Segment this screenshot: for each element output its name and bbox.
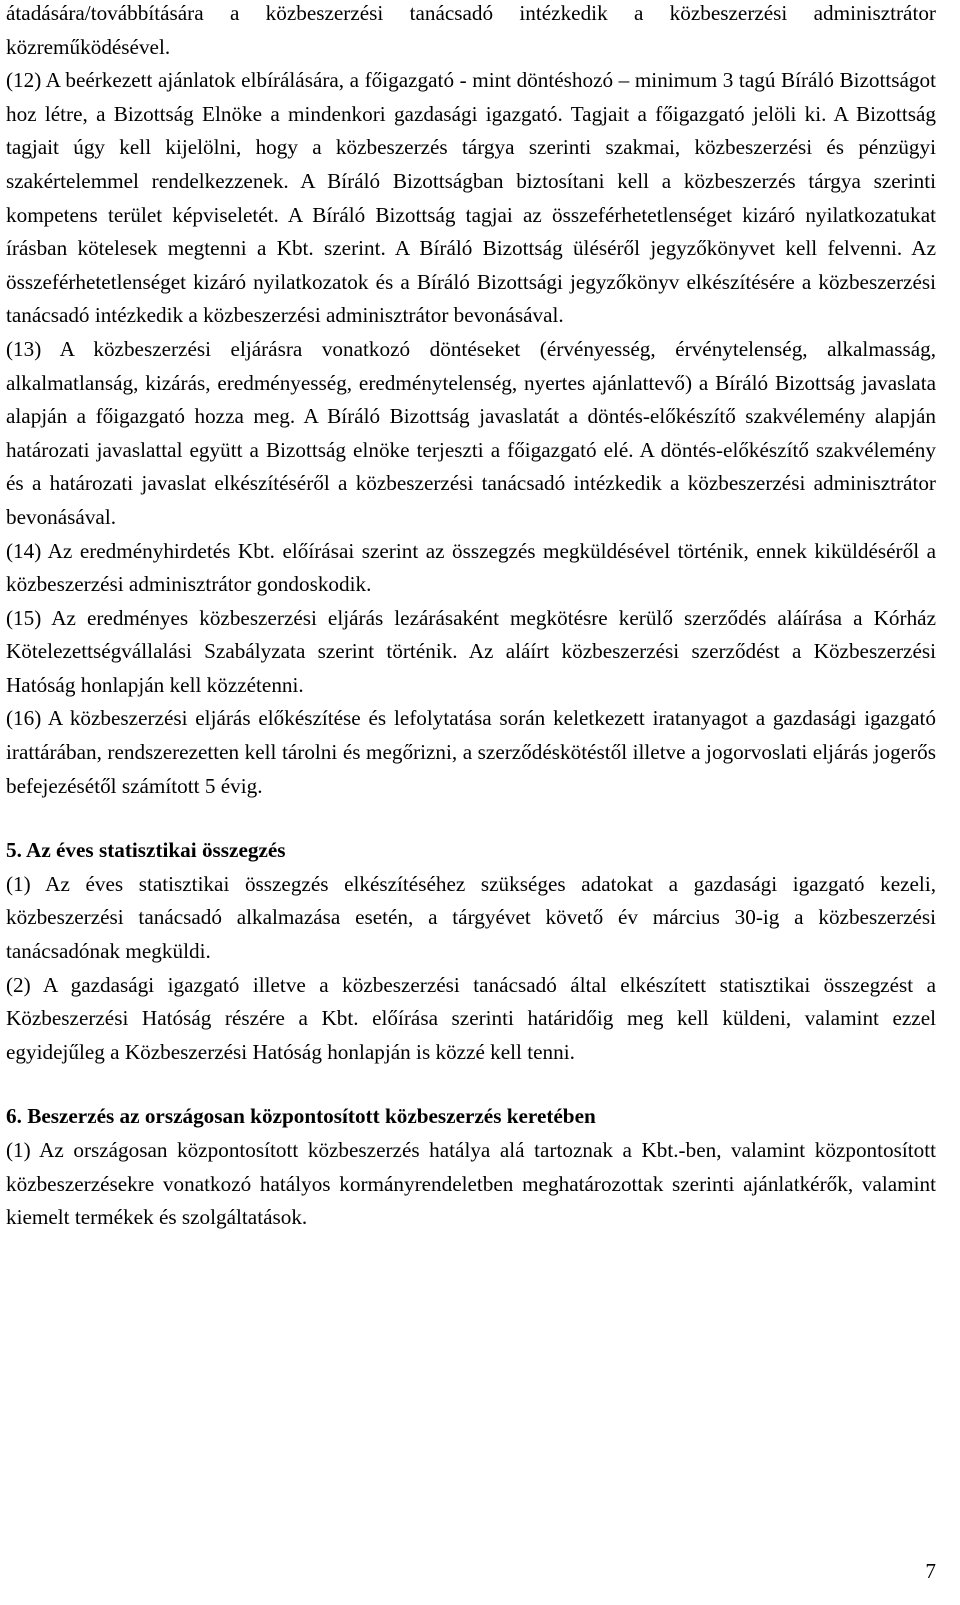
paragraph-14: (14) Az eredményhirdetés Kbt. előírásai szerint az összegzés megküldésével történik, ennek kiküldéséről a közbeszerzési adminisztrátor gondoskodik.	[6, 538, 936, 597]
section-spacer	[6, 1069, 936, 1100]
paragraph-11-continuation: átadására/továbbítására a közbeszerzési tanácsadó intézkedik a közbeszerzési adminisztrátor közreműködésével.	[6, 1, 936, 59]
page-number: 7	[925, 1559, 936, 1583]
section-5-heading: 5. Az éves statisztikai összegzés	[6, 838, 286, 863]
paragraph-16: (16) A közbeszerzési eljárás előkészítése és lefolytatása során keletkezett iratanyagot a gazdasági igazgató irattárában, rendszerezetten kell tárolni és megőrizni, a szerződéskötéstől illetve a jogorvoslati eljárás jogerős befejezésétől számított 5 évig.	[6, 706, 936, 798]
section-spacer	[6, 803, 936, 834]
document-page	[6, 0, 936, 1235]
paragraph-12: (12) A beérkezett ajánlatok elbírálására, a főigazgató - mint döntéshozó – minimum 3 tagú Bíráló Bizottságot hoz létre, a Bizottság Elnöke a mindenkori gazdasági igazgató. Tagjait a főigazgató jelöli ki. A Bizottság tagjait úgy kell kijelölni, hogy a közbeszerzés tárgya szerinti szakmai, közbeszerzési és pénzügyi szakértelemmel rendelkezzenek. A Bíráló Bizottságban biztosítani kell a közbeszerzés tárgya szerinti kompetens terület képviseletét. A Bíráló Bizottság tagjai az összeférhetetlenséget kizáró nyilatkozatukat írásban kötelesek megtenni a Kbt. szerint. A Bíráló Bizottság üléséről jegyzőkönyvet kell felvenni. Az összeférhetetlenséget kizáró nyilatkozatok és a Bíráló Bizottsági jegyzőkönyv elkészítésére a közbeszerzési tanácsadó intézkedik a közbeszerzési adminisztrátor bevonásával.	[6, 68, 936, 328]
paragraph-15: (15) Az eredményes közbeszerzési eljárás lezárásaként megkötésre kerülő szerződés aláírása a Kórház Kötelezettségvállalási Szabályzata szerint történik. Az aláírt közbeszerzési szerződést a Közbeszerzési Hatóság honlapján kell közzétenni.	[6, 605, 936, 697]
section-6-heading: 6. Beszerzés az országosan központosított közbeszerzés keretében	[6, 1104, 596, 1129]
section-5-paragraph-1: (1) Az éves statisztikai összegzés elkészítéséhez szükséges adatokat a gazdasági igazgató kezeli, közbeszerzési tanácsadó alkalmazása esetén, a tárgyévet követő év március 30-ig a közbeszerzési tanácsadónak megküldi.	[6, 871, 936, 964]
paragraph-13: (13) A közbeszerzési eljárásra vonatkozó döntéseket (érvényesség, érvénytelenség, alkalmasság, alkalmatlanság, kizárás, eredményesség, eredménytelenség, nyertes ajánlattevő) a Bíráló Bizottság javaslata alapján a főigazgató hozza meg. A Bíráló Bizottság javaslatát a döntés-előkészítő szakvélemény alapján határozati javaslattal együtt a Bizottság elnöke terjeszti a főigazgató elé. A döntés-előkészítő szakvélemény és a határozati javaslat elkészítéséről a közbeszerzési tanácsadó intézkedik a közbeszerzési adminisztrátor bevonásával.	[6, 336, 936, 529]
section-6-paragraph-1: (1) Az országosan központosított közbeszerzés hatálya alá tartoznak a Kbt.-ben, valamint központosított közbeszerzésekre vonatkozó hatályos kormányrendeletben meghatározottak szerinti ajánlatkérők, valamint kiemelt termékek és szolgáltatások.	[6, 1138, 936, 1230]
section-5-paragraph-2: (2) A gazdasági igazgató illetve a közbeszerzési tanácsadó által elkészített statisztikai összegzést a Közbeszerzési Hatóság részére a Kbt. előírása szerinti határidőig meg kell küldeni, valamint ezzel egyidejűleg a Közbeszerzési Hatóság honlapján is közzé kell tenni.	[6, 972, 936, 1064]
